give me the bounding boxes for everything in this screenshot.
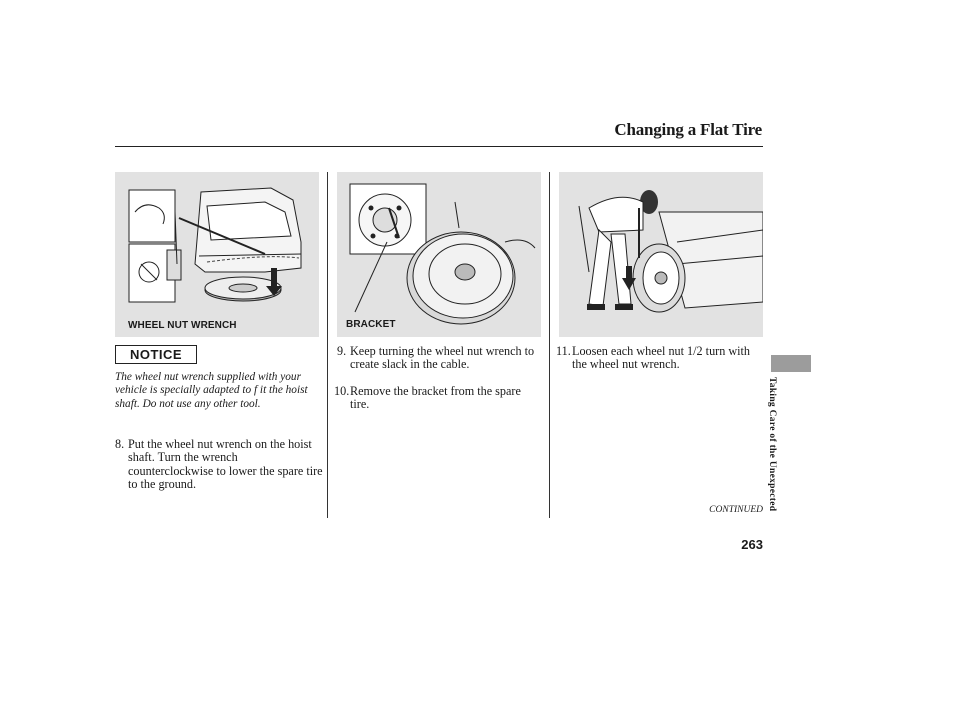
column-divider-1 <box>327 172 328 518</box>
figure-bracket <box>337 172 541 337</box>
title-rule <box>115 146 763 147</box>
section-title-vertical: Taking Care of the Unexpected <box>767 377 777 512</box>
figure-wheel-nut-wrench <box>115 172 319 337</box>
section-tab <box>771 355 811 372</box>
step-10 <box>334 385 534 412</box>
notice-text: The wheel nut wrench supplied with your vehicle is specially adapted to f it the hoist shaft. Do not use any other tool. <box>115 371 308 410</box>
illustration-remove-bracket <box>337 172 541 337</box>
step-8 <box>115 438 325 491</box>
step-9 <box>337 345 549 372</box>
illustration-lowering-spare-tire <box>115 172 319 337</box>
step-number: 10. <box>334 384 350 398</box>
step-number: 8. <box>115 437 125 451</box>
illustration-loosen-wheel-nuts <box>559 172 763 337</box>
figure-label-wheel-nut-wrench: WHEEL NUT WRENCH <box>128 320 237 331</box>
step-text: Remove the bracket from the spare tire. <box>350 384 521 412</box>
notice-badge: NOTICE <box>115 345 197 364</box>
figure-label-bracket: BRACKET <box>346 319 396 330</box>
step-11 <box>556 345 756 372</box>
page-number: 263 <box>741 537 763 552</box>
step-text: Put the wheel nut wrench on the hoist shaft. Turn the wrench counterclockwise to lower the spare tire to the ground. <box>128 437 323 491</box>
figure-loosen-wheel-nut <box>559 172 763 337</box>
column-divider-2 <box>549 172 550 518</box>
step-number: 9. <box>337 344 347 358</box>
continued-label: CONTINUED <box>709 505 763 515</box>
step-text: Loosen each wheel nut 1/2 turn with the wheel nut wrench. <box>572 344 751 372</box>
step-text: Keep turning the wheel nut wrench to create slack in the cable. <box>350 344 535 372</box>
page-title: Changing a Flat Tire <box>614 120 762 139</box>
step-number: 11. <box>556 344 571 358</box>
